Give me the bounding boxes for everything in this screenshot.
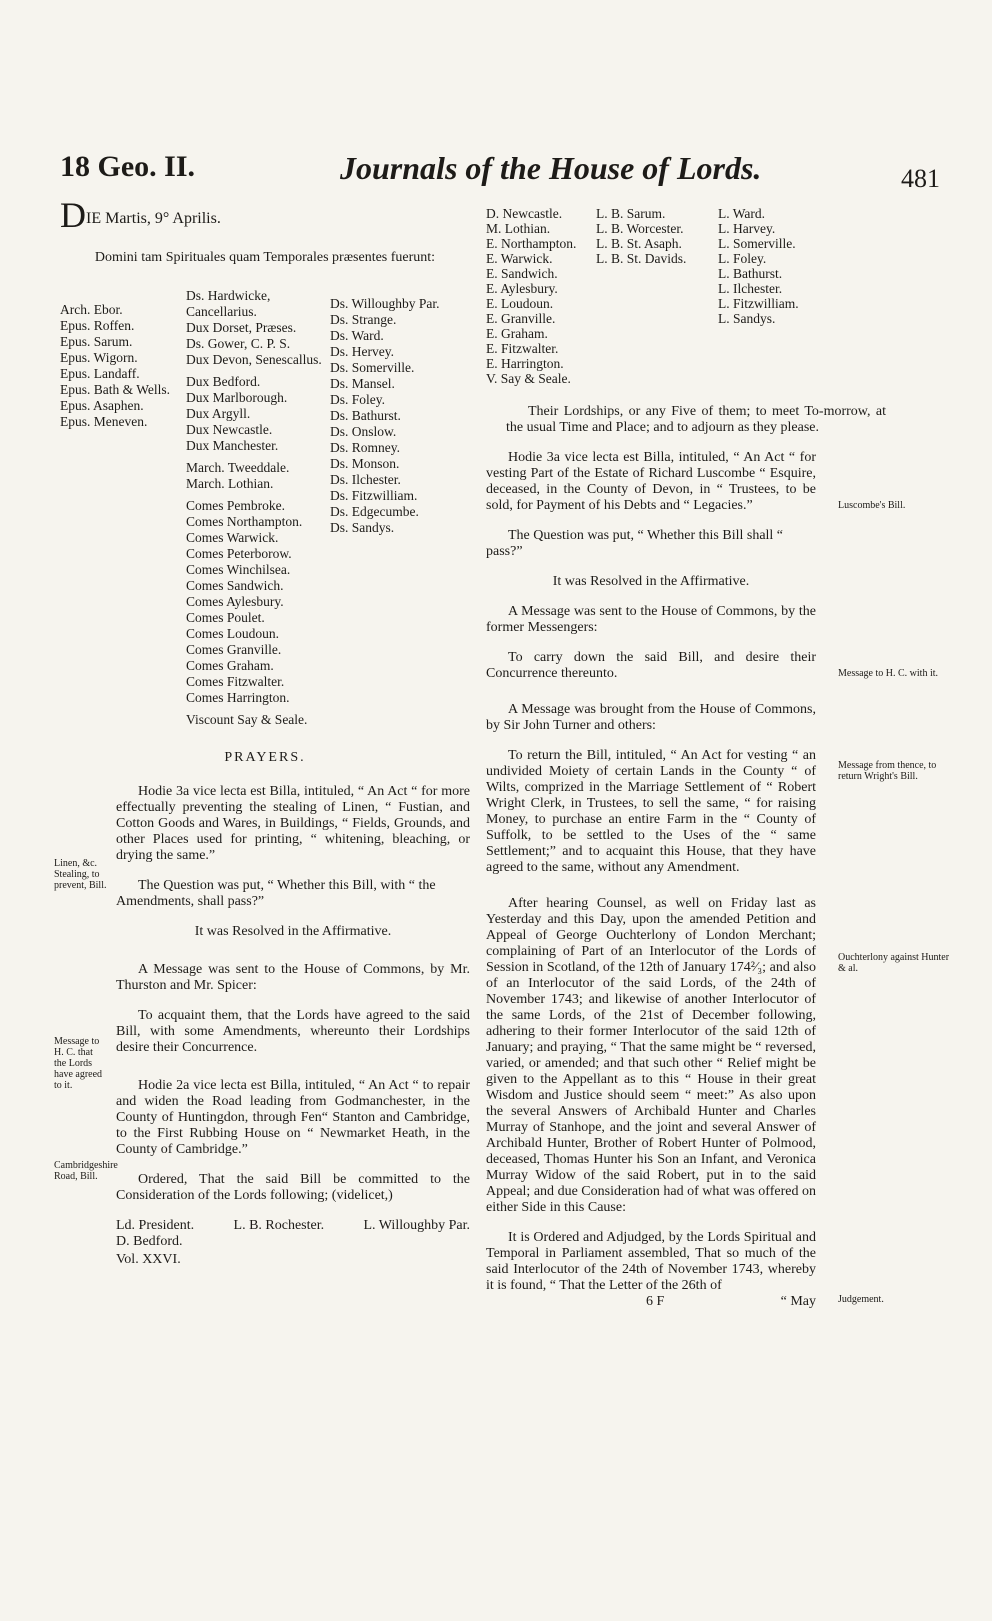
message2-carry: To carry down the said Bill, and desire their Concurrence thereunto. <box>486 650 816 681</box>
committee-entry: E. Fitzwalter. <box>486 341 559 356</box>
lord-entry: Dux Manchester. <box>186 438 279 453</box>
committee-right-col-2 <box>596 206 712 386</box>
committee-entry: E. Warwick. <box>486 251 553 266</box>
lord-entry: Epus. Roffen. <box>60 318 135 333</box>
luscombe-bill-text: Hodie 3a vice lecta est Billa, intituled, “ An Act “ for vesting Part of the Estate of Richard Luscombe “ Esquire, deceased, in the County of Devon, in “ Trustees, to be sold, for Payment of his Debts and “ Legacies.” <box>486 450 816 513</box>
lord-entry: Ds. Monson. <box>330 456 400 471</box>
lords-present <box>60 288 470 728</box>
committee-entry: L. B. Sarum. <box>596 206 666 221</box>
lord-entry: Ds. Foley. <box>330 392 386 407</box>
committee-entry: L. B. St. Davids. <box>596 251 687 266</box>
lord-entry: March. Tweeddale. <box>186 460 290 475</box>
judgement-para: It is Ordered and Adjudged, by the Lords Spiritual and Temporal in Parliament assembled, That so much of the said Interlocutor of the 24th of November 1743, whereby it is found, “ That the Letter of the 26th of <box>486 1230 816 1293</box>
lord-entry: Comes Northampton. <box>186 514 303 529</box>
lord-entry: Arch. Ebor. <box>60 302 123 317</box>
committee-left <box>60 1218 470 1250</box>
volume-footer: Vol. XXVI. <box>116 1252 181 1267</box>
luscombe-question: The Question was put, “ Whether this Bill shall “ pass?” <box>486 528 784 559</box>
meet-text: Their Lordships, or any Five of them; to meet To-morrow, at the usual Time and Place; and to adjourn as they please. <box>506 404 886 435</box>
lord-entry: Comes Harrington. <box>186 690 290 705</box>
committee-entry: L. Bathurst. <box>718 266 783 281</box>
lord-entry: Epus. Landaff. <box>60 366 140 381</box>
linen-question: The Question was put, “ Whether this Bill, with “ the Amendments, shall pass?” <box>116 878 436 909</box>
lord-entry: Ds. Willoughby Par. <box>330 296 440 311</box>
lord-entry: Dux Bedford. <box>186 374 261 389</box>
lord-entry: Comes Loudoun. <box>186 626 279 641</box>
committee-entry: L. Foley. <box>718 251 767 266</box>
date-text: IE Martis, 9° Aprilis. <box>86 210 221 227</box>
lord-entry: Epus. Sarum. <box>60 334 133 349</box>
committee-entry: L. Fitzwilliam. <box>718 296 799 311</box>
lord-entry: Ds. Gower, C. P. S. <box>186 336 291 351</box>
lord-entry: Comes Graham. <box>186 658 274 673</box>
committee-right <box>486 206 906 386</box>
lord-entry: Ds. Hervey. <box>330 344 394 359</box>
lord-entry: Comes Winchilsea. <box>186 562 291 577</box>
lord-entry: Dux Marlborough. <box>186 390 288 405</box>
journal-title: Journals of the House of Lords. <box>340 150 762 186</box>
margin-note-message: Message to H. C. that the Lords have agreed to it. <box>54 1036 103 1091</box>
lord-entry: Comes Warwick. <box>186 530 279 545</box>
page-header <box>60 150 940 196</box>
lord-entry: Dux Dorset, Præses. <box>186 320 297 335</box>
committee-entry: L. B. St. Asaph. <box>596 236 682 251</box>
committee-entry: L. B. Worcester. <box>596 221 684 236</box>
lord-entry: Comes Pembroke. <box>186 498 285 513</box>
lord-entry: Comes Sandwich. <box>186 578 284 593</box>
drop-initial: D <box>60 195 86 235</box>
lord-entry: Comes Peterborow. <box>186 546 292 561</box>
margin-note-message2: Message to H. C. with it. <box>838 668 938 679</box>
lord-entry: Epus. Meneven. <box>60 414 148 429</box>
message-sent-text: A Message was sent to the House of Commons, by Mr. Thurston and Mr. Spicer: <box>116 962 470 993</box>
message3-return: To return the Bill, intituled, “ An Act for vesting “ an undivided Moiety of certain Lands in the County “ of Wilts, comprized in the Marriage Settlement of “ Robert Wright Clerk, in Trustees, to sell the same, “ for raising Money, to purchase an entire Farm in the “ County of Suffolk, to be settled to the Uses of the “ same Settlement;” and to acquaint this House, that they have agreed to the same, without any Amendment. <box>486 748 816 875</box>
margin-note-ouchterlony: Ouchterlony against Hunter & al. <box>838 952 950 974</box>
temporal-lords-1 <box>186 288 322 728</box>
lord-entry: Comes Poulet. <box>186 610 265 625</box>
lord-entry: Ds. Edgecumbe. <box>330 504 419 519</box>
lord-entry: Viscount Say & Seale. <box>186 712 308 727</box>
message2-sent: A Message was sent to the House of Commons, by the former Messengers: <box>486 604 816 635</box>
spiritual-lords <box>60 288 178 728</box>
lord-entry: Dux Newcastle. <box>186 422 273 437</box>
lord-entry: Ds. Fitzwilliam. <box>330 488 418 503</box>
lord-entry: Comes Fitzwalter. <box>186 674 285 689</box>
committee-entry: E. Aylesbury. <box>486 281 558 296</box>
lord-entry: Ds. Romney. <box>330 440 400 455</box>
margin-note-luscombe: Luscombe's Bill. <box>838 500 906 511</box>
committee-entry: L. Somerville. <box>718 236 796 251</box>
lord-entry: Ds. Ward. <box>330 328 384 343</box>
committee-entry: E. Loudoun. <box>486 296 554 311</box>
margin-note-linen: Linen, &c. Stealing, to prevent, Bill. <box>54 858 107 891</box>
lord-entry: Ds. Bathurst. <box>330 408 401 423</box>
sitting-date <box>60 195 470 235</box>
committee-entry: Ld. President. <box>116 1218 195 1233</box>
committee-right-col-3 <box>718 206 838 386</box>
lord-entry: Ds. Ilchester. <box>330 472 401 487</box>
committee-entry: L. Ward. <box>718 206 766 221</box>
committee-entry: L. Sandys. <box>718 311 776 326</box>
committee-entry: E. Sandwich. <box>486 266 558 281</box>
ouchterlony-para: After hearing Counsel, as well on Friday last as Yesterday and this Day, upon the amended Petition and Appeal of George Ouchterlony of London Merchant; complaining of Part of an Interlocutor of the Lords of Session in Scotland, of the 12th of January 174²⁄₃; and also of an Interlocutor of the said Lords, of the 24th of November 1743; and likewise of another Interlocutor of the same Lords, of the 21st of December following, adhering to their former Interlocutor of the said 12th of January; and praying, “ That the same might be “ reversed, varied, or amended; and that such other “ Relief might be given to the Appellant as to this “ House in their great Wisdom and Justice should seem “ meet:” As also upon the several Answers of Archibald Hunter and Charles Murray of Stanhope, and the joint and several Answer of Archibald Hunter, Brother of Robert Hunter of Polmood, deceased, Thomas Hunter his Son an Infant, and Veronica Murray Widow of the said Robert, put in to the said Appeal; and due Consideration had of what was offered on either Side in this Cause: <box>486 896 816 1215</box>
ordered-text: Ordered, That the said Bill be committed to the Consideration of the Lords following; (videlicet,) <box>116 1172 470 1203</box>
committee-entry: L. Willoughby Par. <box>363 1218 470 1233</box>
signature-mark: 6 F <box>646 1294 665 1309</box>
committee-entry: L. Ilchester. <box>718 281 783 296</box>
lord-entry: March. Lothian. <box>186 476 274 491</box>
catchword: “ May <box>780 1294 816 1309</box>
lord-entry: Dux Argyll. <box>186 406 251 421</box>
lord-entry: Ds. Somerville. <box>330 360 415 375</box>
left-column <box>60 196 470 1268</box>
lord-entry: Dux Devon, Senescallus. <box>186 352 322 367</box>
message3-brought: A Message was brought from the House of Commons, by Sir John Turner and others: <box>486 702 816 733</box>
message-acquaint-text: To acquaint them, that the Lords have agreed to the said Bill, with some Amendments, whereunto their Lordships desire their Concurrence. <box>116 1008 470 1055</box>
linen-bill-text: Hodie 3a vice lecta est Billa, intituled, “ An Act “ for more effectually preventing the stealing of Linen, “ Fustian, and Cotton Goods and Wares, in Buildings, “ Fields, Grounds, and other Places used for printing, “ whitening, bleaching, or drying the same.” <box>116 784 470 863</box>
lord-entry: Epus. Asaphen. <box>60 398 144 413</box>
luscombe-resolved: It was Resolved in the Affirmative. <box>552 574 750 589</box>
committee-entry: E. Harrington. <box>486 356 564 371</box>
linen-resolved: It was Resolved in the Affirmative. <box>194 924 392 939</box>
present-heading: Domini tam Spirituales quam Temporales præsentes fuerunt: <box>94 250 436 265</box>
committee-entry: L. Harvey. <box>718 221 776 236</box>
right-column <box>486 206 906 1310</box>
cambridge-bill-text: Hodie 2a vice lecta est Billa, intituled, “ An Act “ to repair and widen the Road leading from Godmanchester, in the County of Huntingdon, through Fen“ Stanton and Cambridge, to the First Rubbing House on “ Newmarket Heath, in the County of Cambridge.” <box>116 1078 470 1157</box>
lord-entry: Ds. Strange. <box>330 312 397 327</box>
committee-entry: L. B. Rochester. <box>233 1218 325 1233</box>
lord-entry: Ds. Sandys. <box>330 520 395 535</box>
lord-entry: Ds. Onslow. <box>330 424 397 439</box>
committee-entry: D. Bedford. <box>116 1234 183 1249</box>
committee-right-col-1 <box>486 206 590 386</box>
committee-entry: E. Granville. <box>486 311 556 326</box>
lord-entry: Epus. Bath & Wells. <box>60 382 171 397</box>
lord-entry: Comes Aylesbury. <box>186 594 284 609</box>
committee-entry: M. Lothian. <box>486 221 551 236</box>
regnal-year: 18 Geo. II. <box>60 150 195 183</box>
temporal-lords-2 <box>330 288 470 728</box>
committee-col-a <box>116 1218 194 1250</box>
margin-note-cambridge: Cambridgeshire Road, Bill. <box>54 1160 118 1182</box>
committee-entry: D. Newcastle. <box>486 206 563 221</box>
margin-note-message3: Message from thence, to return Wright's Bill. <box>838 760 937 782</box>
lord-entry: Ds. Hardwicke, Cancellarius. <box>186 288 271 319</box>
margin-note-judgement: Judgement. <box>838 1294 884 1305</box>
lord-entry: Epus. Wigorn. <box>60 350 138 365</box>
lord-entry: Ds. Mansel. <box>330 376 395 391</box>
committee-entry: V. Say & Seale. <box>486 371 571 386</box>
prayers-heading: PRAYERS. <box>224 750 306 765</box>
committee-entry: E. Northampton. <box>486 236 577 251</box>
lord-entry: Comes Granville. <box>186 642 282 657</box>
page-number: 481 <box>901 164 940 193</box>
committee-entry: E. Graham. <box>486 326 548 341</box>
